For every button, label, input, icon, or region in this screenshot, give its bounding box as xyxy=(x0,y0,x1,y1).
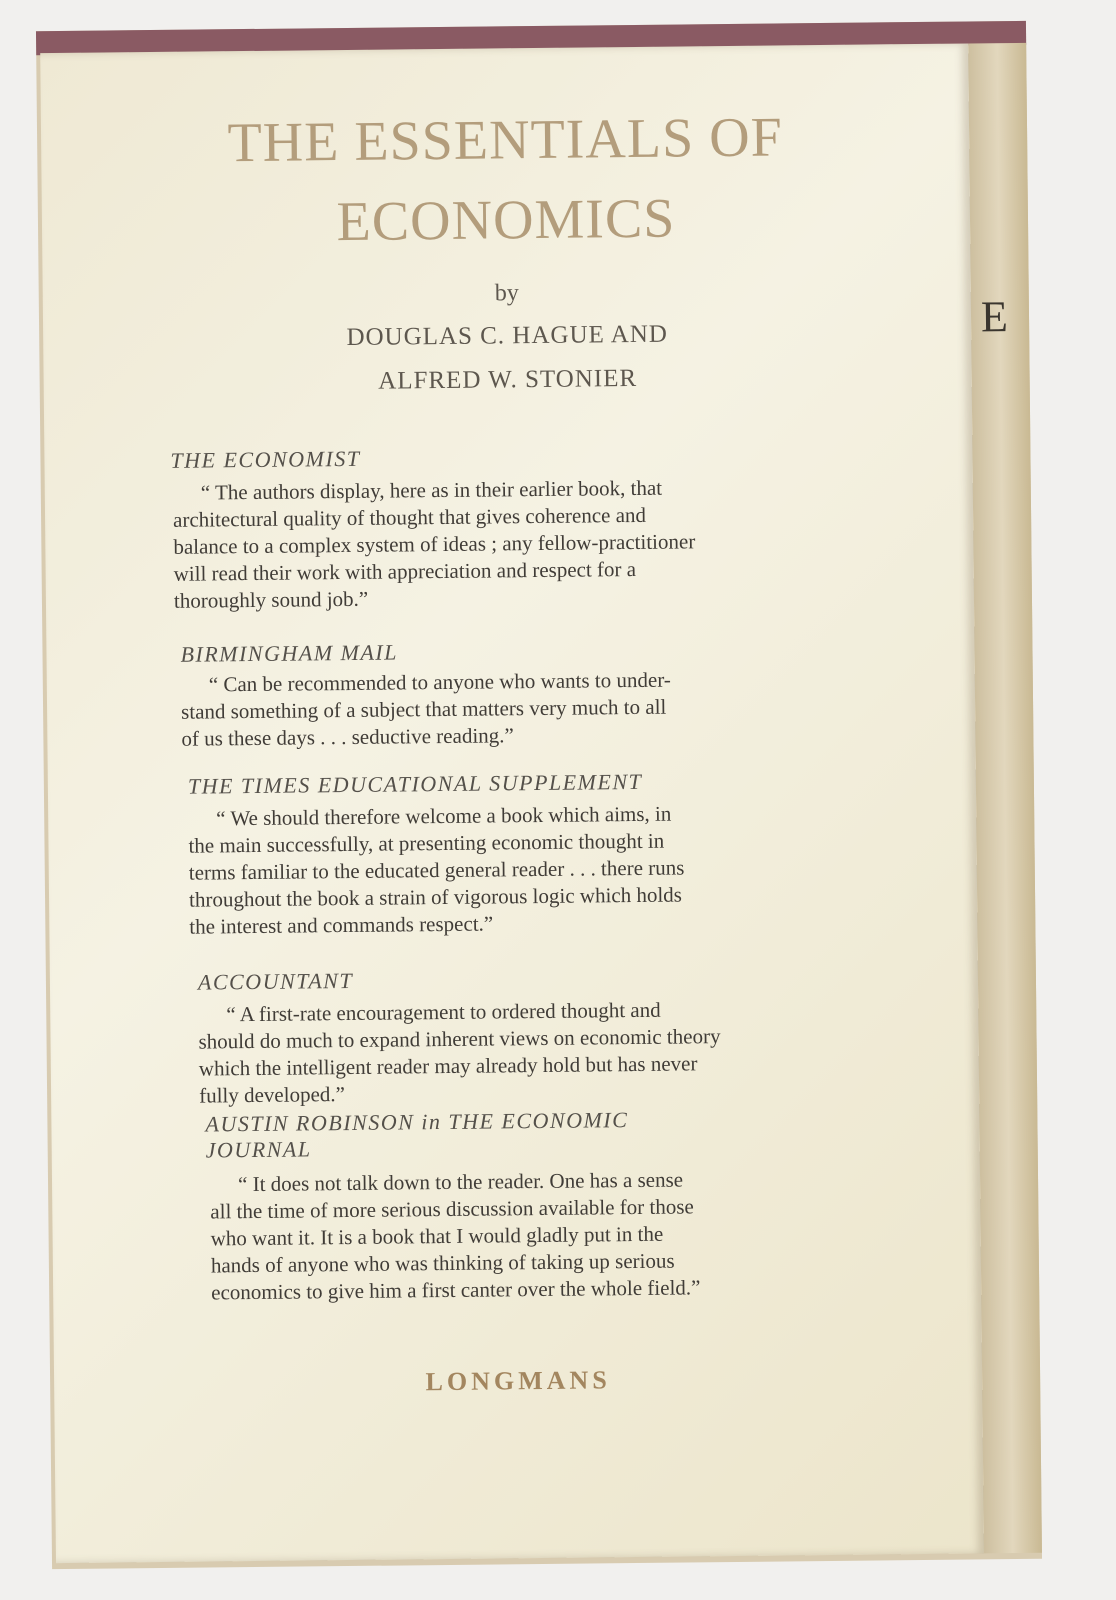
author-line-2: ALFRED W. STONIER xyxy=(378,364,638,395)
review-source: ACCOUNTANT xyxy=(197,967,354,995)
review-line: “ A first-rate encouragement to ordered thought and xyxy=(226,997,661,1027)
title-line-1: THE ESSENTIALS OF xyxy=(227,106,784,175)
review-line: stand something of a subject that matters very much to all xyxy=(180,694,667,724)
review-source-line: JOURNAL xyxy=(205,1136,312,1163)
review-source-line: AUSTIN ROBINSON in THE ECONOMIC xyxy=(205,1107,629,1137)
spine-letter: E xyxy=(980,292,1009,342)
review-line: thoroughly sound job.” xyxy=(173,586,369,613)
review-line: who want it. It is a book that I would gladly put in the xyxy=(210,1221,664,1251)
review-source: THE TIMES EDUCATIONAL SUPPLEMENT xyxy=(187,768,643,799)
review-line: fully developed.” xyxy=(199,1082,346,1108)
review-source: BIRMINGHAM MAIL xyxy=(180,639,399,667)
review-line: will read their work with appreciation and respect for a xyxy=(173,556,637,586)
by-text: by xyxy=(494,280,519,307)
review-source xyxy=(205,1107,628,1163)
review-line: of us these days . . . seductive reading.” xyxy=(181,723,514,751)
review-line: should do much to expand inherent views on economic theory xyxy=(198,1024,721,1054)
review-line: the interest and commands respect.” xyxy=(189,911,494,939)
review-line: throughout the book a strain of vigorous logic which holds xyxy=(188,882,683,912)
author-line-1: DOUGLAS C. HAGUE AND xyxy=(346,320,669,351)
back-cover xyxy=(40,43,984,1563)
review-line: architectural quality of thought that gives coherence and xyxy=(172,502,647,532)
review-line: all the time of more serious discussion available for those xyxy=(210,1194,694,1224)
publisher-name: LONGMANS xyxy=(425,1365,611,1397)
review-line: “ We should therefore welcome a book which aims, in xyxy=(216,801,672,831)
review-line: hands of anyone who was thinking of taking up serious xyxy=(210,1248,675,1278)
title-line-2: ECONOMICS xyxy=(336,187,676,254)
review-text xyxy=(198,996,721,1109)
review-text xyxy=(188,800,685,940)
review-text xyxy=(173,474,696,614)
review-line: “ The authors display, here as in their earlier book, that xyxy=(200,475,663,505)
review-line: “ It does not talk down to the reader. One has a sense xyxy=(237,1167,684,1197)
review-line: terms familiar to the educated general reader . . . there runs xyxy=(188,855,685,885)
review-line: “ Can be recommended to anyone who wants to under- xyxy=(208,667,671,697)
review-source: THE ECONOMIST xyxy=(170,445,361,473)
review-text xyxy=(181,667,672,753)
book xyxy=(36,21,1042,1569)
review-line: balance to a complex system of ideas ; any fellow-practitioner xyxy=(173,529,696,559)
review-text xyxy=(210,1166,701,1306)
review-line: which the intelligent reader may already hold but has never xyxy=(198,1051,698,1081)
review-line: the main successfully, at presenting economic thought in xyxy=(188,828,665,858)
review-line: economics to give him a first canter over the whole field.” xyxy=(211,1275,701,1305)
